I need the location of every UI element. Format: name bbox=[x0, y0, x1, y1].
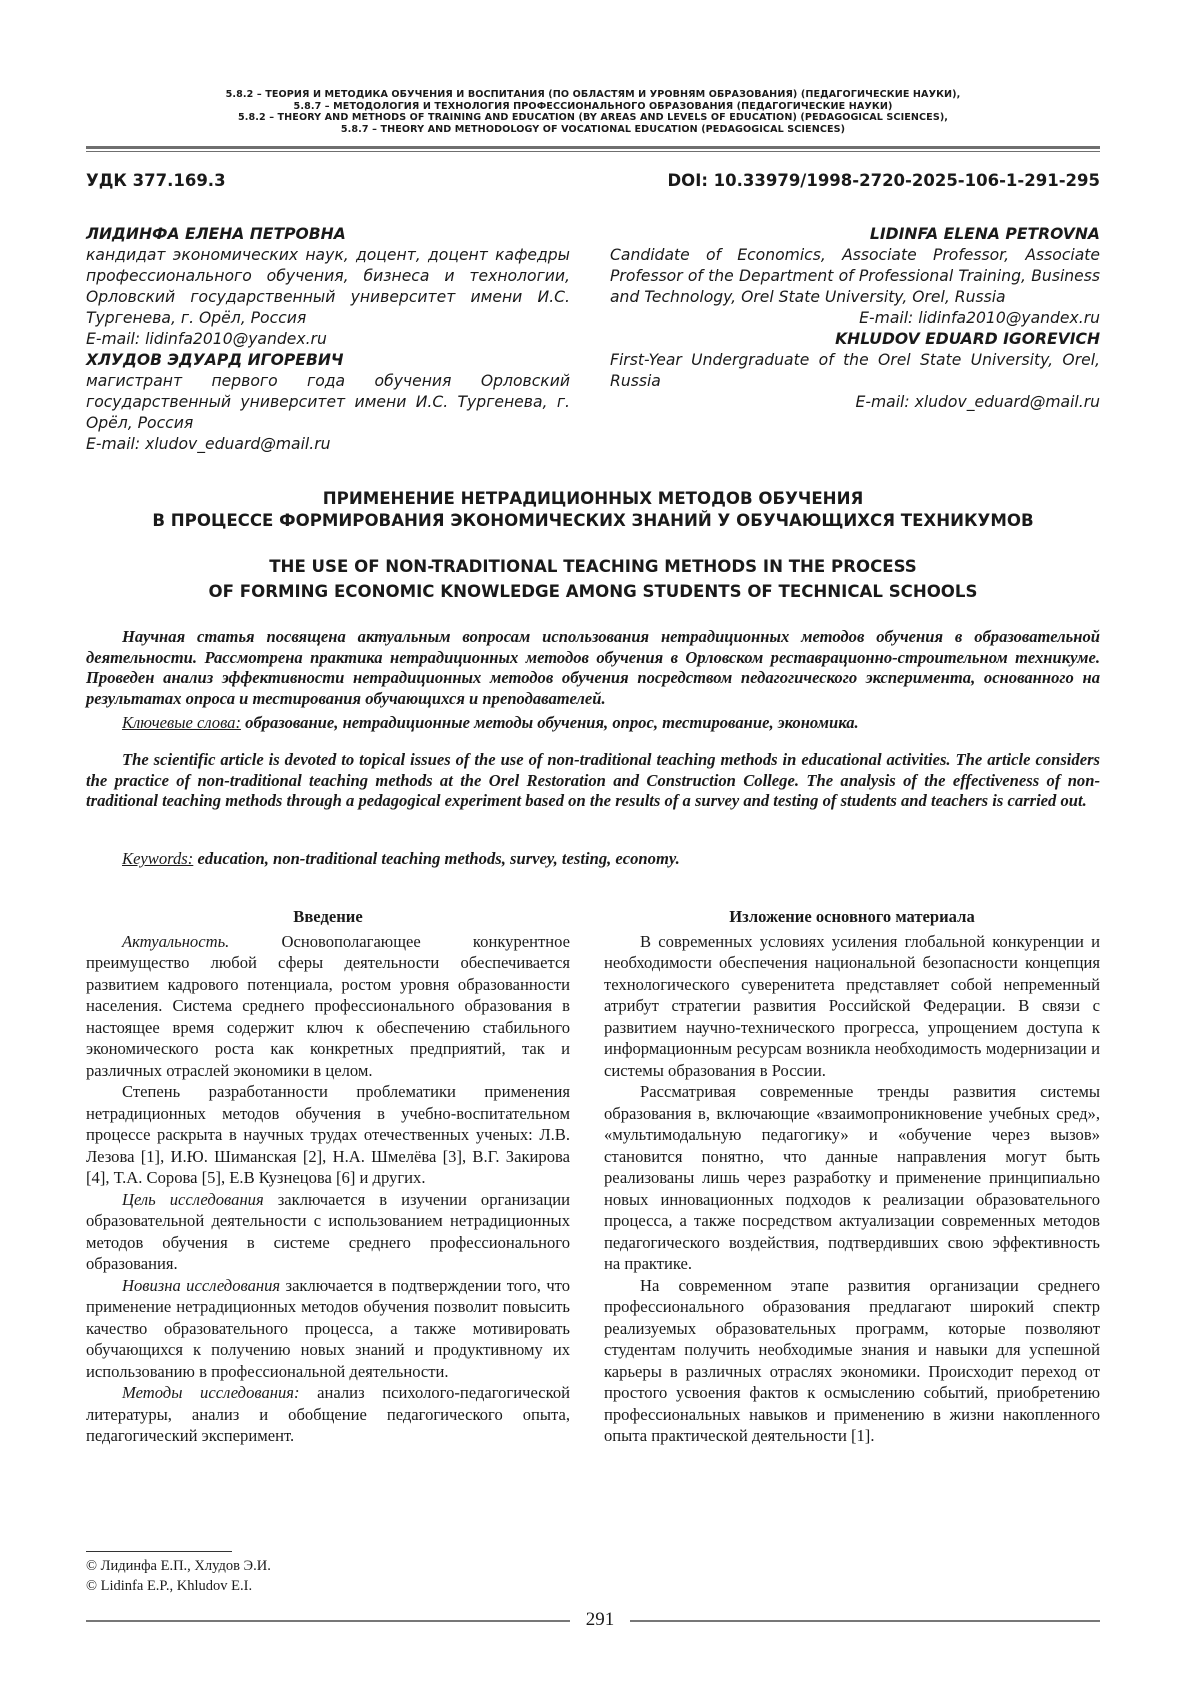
section-heading-intro: Введение bbox=[293, 907, 363, 926]
paragraph bbox=[86, 1275, 570, 1383]
title-en-line: THE USE OF NON-TRADITIONAL TEACHING METHODS IN THE PROCESS bbox=[269, 557, 917, 576]
author1-email-en[interactable]: E-mail: lidinfa2010@yandex.ru bbox=[859, 309, 1100, 327]
paragraph: В современных условиях усиления глобальной конкуренции и необходимости обеспечения национальной безопасности концепция технологического суверенитета представляет собой непременный атрибут стратегии развития Российской Федерации. В связи с развитием научно-технического прогресса, упрощением доступа к информационным ресурсам возникла необходимость модернизации и системы образования в России. bbox=[604, 931, 1100, 1080]
paragraph: Рассматривая современные тренды развития системы образования в, включающие «взаимопроникновение учебных сред», «мультимодальную педагогику» и «обучение через вызов» становится понятно, что данные направления могут быть реализованы лишь через разработку и применение принципиально новых инновационных подходов к реализации образовательного процесса, а также посредством актуализации современных методов педагогического воздействия, подтвердивших свою эффективность на практике. bbox=[604, 1082, 1100, 1273]
header-rule-thin bbox=[86, 151, 1100, 152]
author2-email-ru[interactable]: E-mail: xludov_eduard@mail.ru bbox=[86, 435, 331, 453]
copyright-en: © Lidinfa E.P., Khludov E.I. bbox=[86, 1578, 253, 1594]
section-heading-main: Изложение основного материала bbox=[729, 907, 975, 926]
paragraph-lead: Актуальность. bbox=[122, 931, 230, 951]
paragraph-text: анализ психолого-педагогической литературы, анализ и обобщение педагогического опыта, педагогический эксперимент. bbox=[86, 1383, 570, 1445]
paragraph-lead: Цель исследования bbox=[122, 1189, 264, 1209]
copyright bbox=[86, 1556, 271, 1596]
abstract-ru: Научная статья посвящена актуальным вопросам использования нетрадиционных методов обучения в образовательной деятельности. Рассмотрена практика нетрадиционных методов обучения в Орловском реставрационно-строительном техникуме. Проведен анализ эффективности нетрадиционных методов обучения посредством педагогического эксперимента, основанного на результатах опроса и тестирования обучающихся и преподавателей. bbox=[86, 627, 1100, 708]
keywords-en-value: education, non-traditional teaching methods, survey, testing, economy. bbox=[197, 849, 680, 868]
paragraph-lead: Методы исследования: bbox=[122, 1383, 300, 1402]
title-ru-line: В ПРОЦЕССЕ ФОРМИРОВАНИЯ ЭКОНОМИЧЕСКИХ ЗНАНИЙ У ОБУЧАЮЩИХСЯ ТЕХНИКУМОВ bbox=[152, 511, 1034, 530]
title-ru bbox=[86, 488, 1100, 532]
header-rule-thick bbox=[86, 146, 1100, 149]
author2-email-en[interactable]: E-mail: xludov_eduard@mail.ru bbox=[855, 393, 1100, 411]
authors-ru bbox=[86, 224, 570, 455]
copyright-ru: © Лидинфа Е.П., Хлудов Э.И. bbox=[86, 1558, 271, 1574]
author1-info-en: Candidate of Economics, Associate Professor, Associate Professor of the Department of Professional Training, Business and Technology, Orel State University, Orel, Russia bbox=[610, 246, 1100, 306]
author2-name-ru: ХЛУДОВ ЭДУАРД ИГОРЕВИЧ bbox=[86, 351, 344, 369]
doi[interactable]: DOI: 10.33979/1998-2720-2025-106-1-291-295 bbox=[667, 171, 1100, 190]
title-en-line: OF FORMING ECONOMIC KNOWLEDGE AMONG STUDENTS OF TECHNICAL SCHOOLS bbox=[208, 582, 978, 601]
author1-email-ru[interactable]: E-mail: lidinfa2010@yandex.ru bbox=[86, 330, 327, 348]
author2-name-en: KHLUDOV EDUARD IGOREVICH bbox=[835, 330, 1100, 348]
paragraph-text: заключается в подтверждении того, что применение нетрадиционных методов обучения позволит повысить качество образовательного процесса, а также мотивировать обучающихся к получению новых знаний и продуктивному их использованию в профессиональной деятельности. bbox=[86, 1275, 570, 1381]
title-ru-line: ПРИМЕНЕНИЕ НЕТРАДИЦИОННЫХ МЕТОДОВ ОБУЧЕНИЯ bbox=[322, 489, 864, 508]
author2-info-en: First-Year Undergraduate of the Orel State University, Orel, Russia bbox=[610, 351, 1100, 390]
header-line: 5.8.2 – THEORY AND METHODS OF TRAINING AND EDUCATION (BY AREAS AND LEVELS OF EDUCATION) (PEDAGOGICAL SCIENCES), bbox=[237, 112, 949, 123]
right-column bbox=[604, 906, 1100, 1447]
paragraph-text: Основополагающее конкурентное преимущество любой сферы деятельности обеспечивается развитием кадрового потенциала, ростом уровня образованности населения. Система среднего профессионального образования в настоящее время содержит ключ к обеспечению стабильного экономического роста как конкретных предприятий, так и различных отраслей экономики в целом. bbox=[86, 931, 570, 1080]
author1-name-ru: ЛИДИНФА ЕЛЕНА ПЕТРОВНА bbox=[86, 225, 346, 243]
header-line: 5.8.7 – THEORY AND METHODOLOGY OF VOCATIONAL EDUCATION (PEDAGOGICAL SCIENCES) bbox=[340, 123, 846, 135]
keywords-en bbox=[86, 849, 1100, 869]
header-line: 5.8.7 – МЕТОДОЛОГИЯ И ТЕХНОЛОГИЯ ПРОФЕССИОНАЛЬНОГО ОБРАЗОВАНИЯ (ПЕДАГОГИЧЕСКИЕ НАУКИ) bbox=[293, 100, 893, 112]
paragraph: На современном этапе развития организации среднего профессионального образования предлагают широкий спектр реализуемых образовательных программ, которые позволяют студентам получить необходимые знания и навыки для успешной карьеры в различных отраслях экономики. Происходит переход от простого усвоения фактов к осмыслению событий, приобретению профессиональных навыков и применению в жизни накопленного опыта практической деятельности [1]. bbox=[604, 1275, 1100, 1445]
running-header bbox=[86, 89, 1100, 135]
authors-en bbox=[610, 224, 1100, 413]
keywords-ru-value: образование, нетрадиционные методы обучения, опрос, тестирование, экономика. bbox=[245, 713, 859, 732]
author1-name-en: LIDINFA ELENA PETROVNA bbox=[869, 225, 1100, 243]
paragraph-text: заключается в изучении организации образовательной деятельности с использованием нетрадиционных методов обучения в системе среднего профессионального образования. bbox=[86, 1189, 570, 1273]
paragraph-lead: Новизна исследования bbox=[122, 1275, 281, 1295]
paragraph bbox=[86, 931, 570, 1082]
page-number: 291 bbox=[570, 1606, 630, 1634]
keywords-ru-label: Ключевые слова: bbox=[122, 713, 241, 732]
author2-info-ru: магистрант первого года обучения Орловский государственный университет имени И.С. Тургенева, г. Орёл, Россия bbox=[86, 372, 570, 432]
udk-code: УДК 377.169.3 bbox=[86, 171, 226, 190]
title-en bbox=[86, 554, 1100, 604]
abstract-en: The scientific article is devoted to topical issues of the use of non-traditional teaching methods in educational activities. The article considers the practice of non-traditional teaching methods at the Orel Restoration and Construction College. The analysis of the effectiveness of non-traditional teaching methods through a pedagogical experiment based on the results of a survey and testing of students and teachers is carried out. bbox=[86, 750, 1100, 810]
footnote-rule bbox=[86, 1551, 232, 1552]
paragraph: Степень разработанности проблематики применения нетрадиционных методов обучения в учебно-воспитательном процессе раскрыта в научных трудах отечественных ученых: Л.В. Лезова [1], И.Ю. Шиманская [2], Н.А. Шмелёва [3], В.Г. Закирова [4], Т.А. Сорова [5], Е.В Кузнецова [6] и других. bbox=[86, 1082, 570, 1187]
paragraph bbox=[86, 1382, 570, 1447]
author1-info-ru: кандидат экономических наук, доцент, доцент кафедры профессионального обучения, бизнеса и технологии, Орловский государственный университет имени И.С. Тургенева, г. Орёл, Россия bbox=[86, 246, 570, 327]
keywords-ru bbox=[86, 713, 1100, 733]
keywords-en-label: Keywords: bbox=[122, 849, 194, 868]
left-column bbox=[86, 906, 570, 1447]
paragraph bbox=[86, 1189, 570, 1275]
header-line: 5.8.2 – ТЕОРИЯ И МЕТОДИКА ОБУЧЕНИЯ И ВОСПИТАНИЯ (ПО ОБЛАСТЯМ И УРОВНЯМ ОБРАЗОВАНИЯ) (ПЕДАГОГИЧЕСКИЕ НАУКИ), bbox=[225, 89, 961, 100]
